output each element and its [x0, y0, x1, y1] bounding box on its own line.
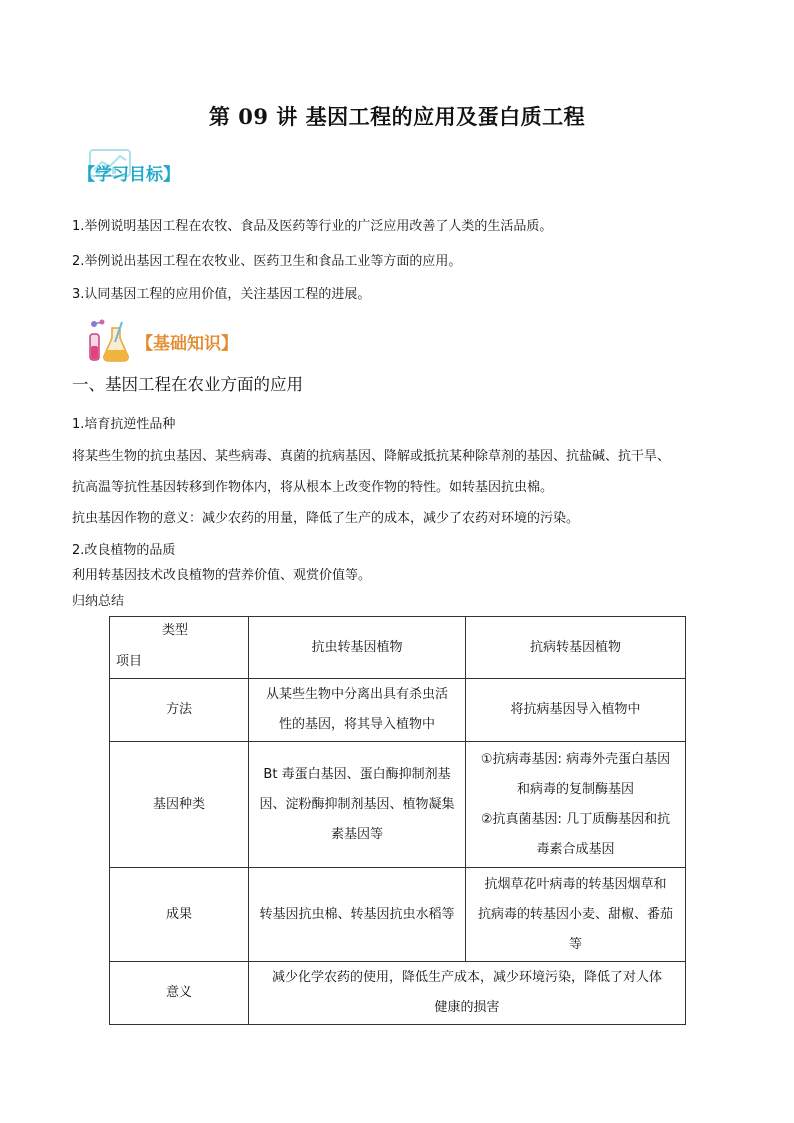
cell-line: Bt 毒蛋白基因、蛋白酶抑制剂基 — [263, 766, 451, 782]
cell-line: ②抗真菌基因: 几丁质酶基因和抗 — [480, 811, 671, 827]
paragraph-1-line-2: 抗高温等抗性基因转移到作物体内，将从根本上改变作物的特性。如转基因抗虫棉。 — [72, 480, 554, 495]
column-header-insect-resistant: 抗虫转基因植物 — [249, 617, 466, 679]
cell-line: ①抗病毒基因: 病毒外壳蛋白基因 — [480, 751, 671, 767]
learning-goals-title: 【学习目标】 — [78, 165, 180, 185]
basic-knowledge-title: 【基础知识】 — [136, 333, 238, 354]
paragraph-2: 抗虫基因作物的意义：减少农药的用量，降低了生产的成本，减少了农药对环境的污染。 — [72, 511, 580, 526]
chart-icon — [88, 148, 132, 178]
cell-line: 减少化学农药的使用，降低生产成本，减少环境污染，降低了对人体 — [271, 970, 662, 985]
cell-line: 和病毒的复制酶基因 — [516, 781, 634, 797]
table-row — [110, 742, 686, 868]
table-row — [110, 962, 686, 1025]
goal-item-2: 2.举例说出基因工程在农牧业、医药卫生和食品工业等方面的应用。 — [72, 254, 462, 269]
learning-goals-banner — [78, 160, 180, 185]
cell-line: 等 — [568, 936, 582, 952]
goal-item-3: 3.认同基因工程的应用价值，关注基因工程的进展。 — [72, 287, 371, 302]
cell-line: 毒素合成基因 — [536, 841, 615, 857]
row-label: 基因种类 — [110, 742, 249, 868]
table-cell — [249, 962, 686, 1025]
table-cell — [466, 742, 686, 868]
row-label: 方法 — [110, 679, 249, 742]
cell-line: 健康的损害 — [434, 1000, 500, 1015]
column-header-disease-resistant: 抗病转基因植物 — [466, 617, 686, 679]
cell-line: 素基因等 — [330, 826, 383, 842]
page-title: 第 09 讲 基因工程的应用及蛋白质工程 — [208, 104, 586, 129]
cell-line: 抗烟草花叶病毒的转基因烟草和 — [484, 876, 667, 892]
cell-line: 因、淀粉酶抑制剂基因、植物凝集 — [259, 796, 455, 812]
table-cell — [249, 742, 466, 868]
table-cell — [466, 868, 686, 962]
table-cell — [466, 679, 686, 742]
corner-item-label: 项目 — [116, 654, 143, 669]
table-row — [110, 868, 686, 962]
section-heading: 一、基因工程在农业方面的应用 — [72, 375, 303, 394]
row-label: 成果 — [110, 868, 249, 962]
table-corner-cell — [110, 617, 249, 679]
table-cell — [249, 679, 466, 742]
basic-knowledge-banner — [86, 318, 238, 364]
cell-line: 抗病毒的转基因小麦、甜椒、番茄 — [477, 906, 673, 922]
summary-label: 归纳总结 — [72, 594, 125, 609]
goal-item-1: 1.举例说明基因工程在农牧、食品及医药等行业的广泛应用改善了人类的生活品质。 — [72, 219, 553, 234]
row-label: 意义 — [110, 962, 249, 1025]
cell-line: 从某些生物中分离出具有杀虫活 — [265, 687, 448, 702]
cell-line: 转基因抗虫棉、转基因抗虫水稻等 — [259, 906, 455, 922]
cell-line: 将抗病基因导入植物中 — [510, 702, 641, 717]
table-row — [110, 679, 686, 742]
flask-icon — [86, 318, 132, 364]
corner-type-label: 类型 — [162, 623, 189, 638]
paragraph-3: 利用转基因技术改良植物的营养价值、观赏价值等。 — [72, 568, 372, 583]
subheading-quality: 2.改良植物的品质 — [72, 543, 176, 558]
subheading-stress-resistance: 1.培育抗逆性品种 — [72, 417, 176, 432]
paragraph-1-line-1: 将某些生物的抗虫基因、某些病毒、真菌的抗病基因、降解或抵抗某种除草剂的基因、抗盐碱、抗干旱、 — [72, 449, 671, 464]
summary-table — [109, 616, 686, 1025]
table-cell — [249, 868, 466, 962]
table-header-row — [110, 617, 686, 679]
cell-line: 性的基因，将其导入植物中 — [278, 717, 435, 732]
